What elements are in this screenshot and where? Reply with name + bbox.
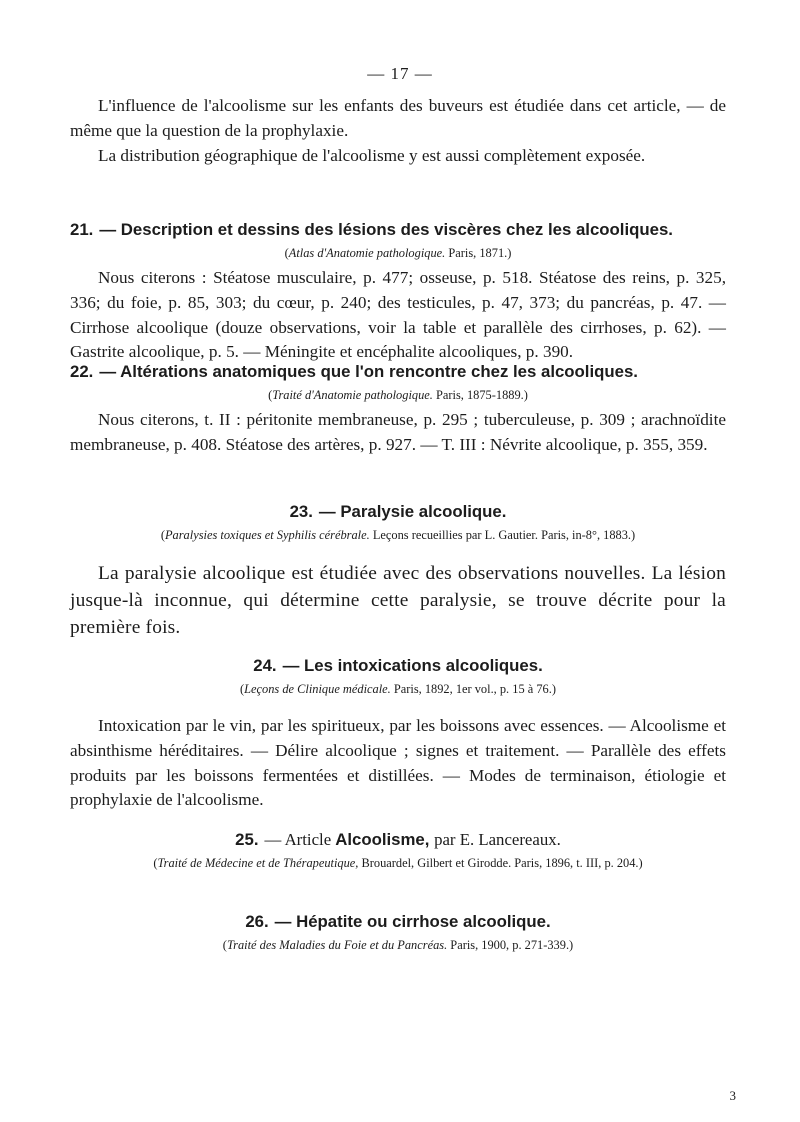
entry-24-heading (70, 656, 726, 676)
entry-25-heading (70, 830, 726, 850)
entry-24-number: 24. (253, 656, 277, 675)
entry-21-body: Nous citerons : Stéatose musculaire, p. 477; osseuse, p. 518. Stéatose des reins, p. 325, 336; du foie, p. 85, 303; du cœur, p. 240; des testicules, p. 47, 373; du pancréas, p. 47. — Cirrhose alcoolique (douze observations, voir la table et parallèle des cirrhoses, p. 62). — Gastrite alcoolique, p. 5. — Méningite et encéphalite alcooliques, p. 390. (70, 268, 726, 362)
entry-22 (70, 362, 726, 403)
page-number: — 17 — (367, 64, 433, 83)
intro-paragraph-2: La distribution géographique de l'alcoolisme y est aussi complètement exposée. (98, 146, 646, 165)
entry-26-source-rest: Paris, 1900, p. 271-339. (450, 938, 570, 952)
entry-26-source: (Traité des Maladies du Foie et du Pancréas. Paris, 1900, p. 271-339.) (222, 938, 574, 952)
entry-22-number: 22. (70, 362, 94, 381)
entry-22-title: — Altérations anatomiques que l'on rencontre chez les alcooliques. (99, 362, 638, 381)
entry-25-title-suffix: par E. Lancereaux. (434, 830, 561, 849)
entry-22-heading (70, 362, 726, 382)
entry-21-title: — Description et dessins des lésions des viscères chez les alcooliques. (99, 220, 673, 239)
entry-21-number: 21. (70, 220, 94, 239)
entry-22-body: Nous citerons, t. II : péritonite membraneuse, p. 295 ; tuberculeuse, p. 309 ; arachnoïdite membraneuse, p. 408. Stéatose des artères, p. 927. — T. III : Névrite alcoolique, p. 355, 359. (70, 410, 726, 454)
entry-25-title: Alcoolisme, (335, 830, 430, 849)
entry-25-number: 25. (235, 830, 259, 849)
entry-24-source-title: Leçons de Clinique médicale. (244, 682, 391, 696)
intro-paragraph-1: L'influence de l'alcoolisme sur les enfants des buveurs est étudiée dans cet article, — de même que la question de la prophylaxie. (70, 96, 726, 140)
entry-26-title: — Hépatite ou cirrhose alcoolique. (274, 912, 551, 931)
entry-26 (70, 912, 726, 953)
entry-24-source-rest: Paris, 1892, 1er vol., p. 15 à 76. (393, 682, 552, 696)
entry-24-body: Intoxication par le vin, par les spiritueux, par les boissons avec essences. — Alcoolisme et absinthisme héréditaires. — Délire alcoolique ; signes et traitement. — Parallèle des effets produits par les boissons fermentées et distillées. — Modes de terminaison, étiologie et prophylaxie de l'alcoolisme. (70, 716, 726, 810)
entry-23-heading (70, 502, 726, 522)
signature-mark: 3 (729, 1088, 736, 1103)
entry-23-number: 23. (289, 502, 313, 521)
entry-23-body: La paralysie alcoolique est étudiée avec des observations nouvelles. La lésion jusque-là inconnue, qui détermine cette paralysie, se trouve décrite pour la première fois. (70, 563, 726, 638)
entry-26-source-title: Traité des Maladies du Foie et du Pancréas. (226, 938, 448, 952)
entry-23-source: (Paralysies toxiques et Syphilis cérébrale. Leçons recueillies par L. Gautier. Paris, in-8°, 1883.) (160, 528, 636, 542)
entry-23-source-title: Paralysies toxiques et Syphilis cérébrale. (164, 528, 370, 542)
entry-24-title: — Les intoxications alcooliques. (282, 656, 543, 675)
entry-23-title: — Paralysie alcoolique. (318, 502, 507, 521)
entry-22-source-title: Traité d'Anatomie pathologique. (272, 388, 433, 402)
entry-21-heading (70, 220, 726, 240)
entry-21 (70, 220, 726, 261)
entry-25-source-rest: Brouardel, Gilbert et Girodde. Paris, 1896, t. III, p. 204. (361, 856, 639, 870)
entry-26-heading (70, 912, 726, 932)
entry-25-source-title: Traité de Médecine et de Thérapeutique, (157, 856, 359, 870)
entry-24 (70, 656, 726, 697)
entry-21-source: (Atlas d'Anatomie pathologique. Paris, 1871.) (284, 246, 512, 260)
entry-26-number: 26. (245, 912, 269, 931)
entry-21-source-rest: Paris, 1871. (448, 246, 508, 260)
entry-25-title-prefix: — Article (264, 830, 332, 849)
entry-23 (70, 502, 726, 543)
entry-25-source: (Traité de Médecine et de Thérapeutique, Brouardel, Gilbert et Girodde. Paris, 1896, t. III, p. 204.) (153, 856, 643, 870)
entry-25 (70, 830, 726, 871)
entry-21-source-title: Atlas d'Anatomie pathologique. (288, 246, 446, 260)
entry-22-source-rest: Paris, 1875-1889. (435, 388, 524, 402)
entry-22-source: (Traité d'Anatomie pathologique. Paris, 1875-1889.) (268, 388, 528, 402)
entry-24-source: (Leçons de Clinique médicale. Paris, 1892, 1er vol., p. 15 à 76.) (240, 682, 556, 696)
entry-23-source-rest: Leçons recueillies par L. Gautier. Paris, in-8°, 1883. (372, 528, 632, 542)
